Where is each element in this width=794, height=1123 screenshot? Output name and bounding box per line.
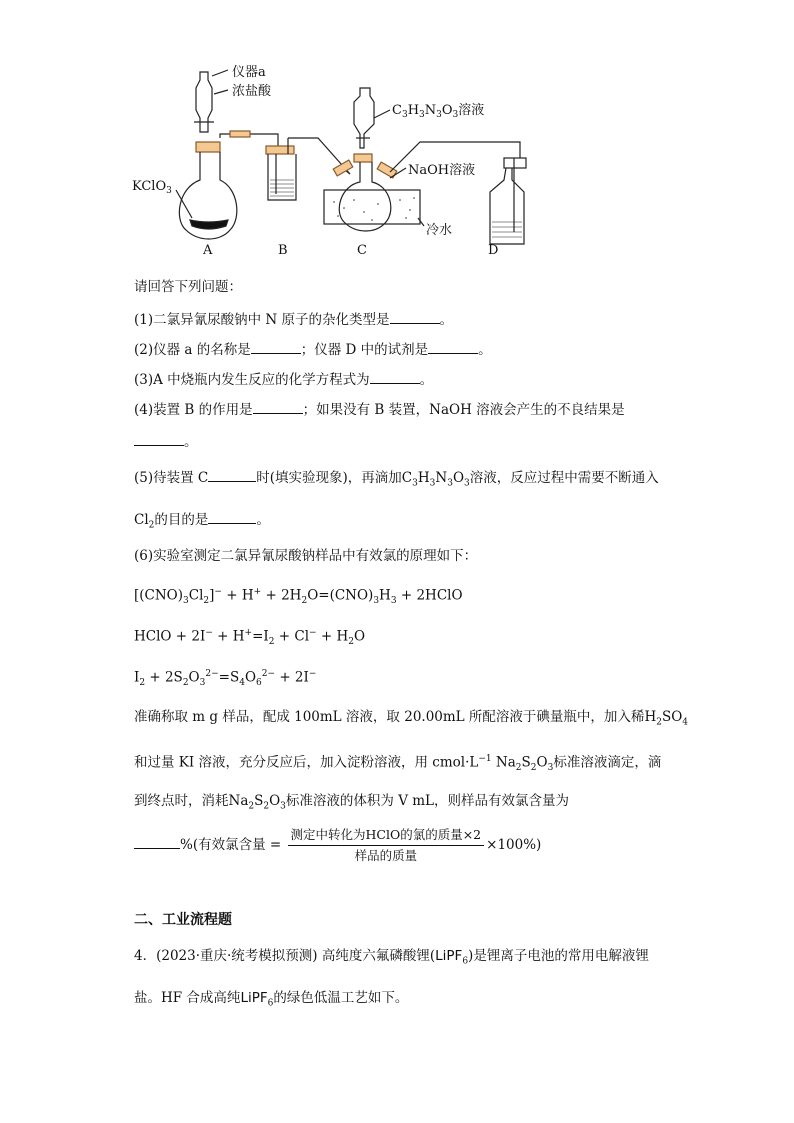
label-instrument-a: 仪器a [232, 65, 266, 80]
q6-paragraph-2: 和过量 KI 溶液，充分反应后，加入淀粉溶液，用 $cmol\cdot L^{-1}$ $Na_2S_2O_3$标准溶液滴定，滴 [134, 754, 662, 774]
question-4: (4)装置 B 的作用是 ；如果没有 B 装置，NaOH 溶液会产生的不良结果是 [134, 402, 625, 418]
label-conc-hcl: 浓盐酸 [232, 84, 272, 99]
label-a: A [203, 243, 213, 258]
answer-blank[interactable] [208, 469, 256, 482]
section-heading: 二、工业流程题 [134, 912, 232, 928]
question-2: (2)仪器 a 的名称是 ；仪器 D 中的试剂是 。 [134, 342, 492, 358]
funnel-a [196, 72, 212, 132]
label-c: C [357, 243, 367, 258]
label-cold-water: 冷水 [426, 223, 453, 238]
q6-paragraph-1: 准确称取 m g 样品，配成 100mL 溶液，取 20.00mL 所配溶液于碘量瓶中，加入稀$H_2SO_4$ [134, 709, 689, 728]
question-6-intro: (6)实验室测定二氯异氰尿酸钠样品中有效氯的原理如下： [134, 548, 478, 564]
answer-blank[interactable] [134, 836, 180, 849]
q6-paragraph-4: %(有效氯含量 = $\frac{\text{测定中转化为HClO的氯的质量×2}}{\text{样品的质量}}$ ×100%) [134, 826, 541, 865]
equation-3: $I_2 + 2S_2O_3^{2-}=S_4O_6^{2-} + 2I^-$ [134, 669, 317, 689]
answer-blank[interactable] [134, 433, 184, 446]
question-3: (3)A 中烧瓶内发生反应的化学方程式为 。 [134, 372, 434, 388]
question-4-flow-cont: 盐。HF 合成高纯LiPF$_6$的绿色低温工艺如下。 [134, 990, 409, 1009]
answer-blank[interactable] [253, 401, 303, 414]
label-d: D [488, 243, 499, 258]
question-5: (5)待装置 C 时(填实验现象)，再滴加$C_3H_3N_3O_3$溶液，反应过程中需要不断通入 [134, 470, 659, 489]
bottle-b [268, 154, 296, 200]
answer-blank[interactable] [370, 371, 420, 384]
apparatus-diagram [128, 62, 528, 260]
q6-paragraph-3: 到终点时，消耗$Na_2S_2O_3$标准溶液的体积为 V mL，则样品有效氯含量为 [134, 793, 570, 812]
cold-bath [324, 190, 420, 224]
equation-1: $[(CNO)_3Cl_2]^- + H^+ + 2H_2O=(CNO)_3H_3$ + 2HClO [134, 587, 463, 607]
question-1: (1)二氯异氰尿酸钠中 N 原子的杂化类型是 。 [134, 312, 454, 328]
answer-blank[interactable] [390, 311, 440, 324]
fraction: $\frac{\text{测定中转化为HClO的氯的质量×2}}{\text{样品的质量}}$ [288, 826, 485, 865]
label-reagent: $C_3H_3N_3O_3$溶液 [392, 103, 485, 120]
bottle-d [490, 168, 524, 244]
stopper-c-mid [354, 154, 372, 162]
funnel-c [354, 88, 374, 148]
stopper-b [266, 146, 294, 154]
answer-blank[interactable] [208, 511, 256, 524]
answer-blank[interactable] [428, 341, 478, 354]
label-kclo3: KClO$_3$ [132, 179, 172, 196]
answer-blank[interactable] [251, 341, 301, 354]
question-4-cont: 。 [134, 433, 198, 451]
stopper-d [504, 158, 526, 168]
intro-text: 请回答下列问题： [134, 279, 242, 295]
equation-2: HClO + $2I^- + H^+=I_2 + Cl^- + H_2O$ [134, 628, 366, 648]
label-naoh: NaOH溶液 [408, 163, 476, 178]
question-4-flow: 4．(2023·重庆·统考模拟预测) 高纯度六氟磷酸锂(LiPF$_6$)是锂离子电池的常用电解液锂 [134, 948, 649, 967]
stopper-a [196, 142, 220, 152]
question-5-cont: $Cl_2$的目的是 。 [134, 512, 270, 531]
label-b: B [278, 243, 288, 258]
